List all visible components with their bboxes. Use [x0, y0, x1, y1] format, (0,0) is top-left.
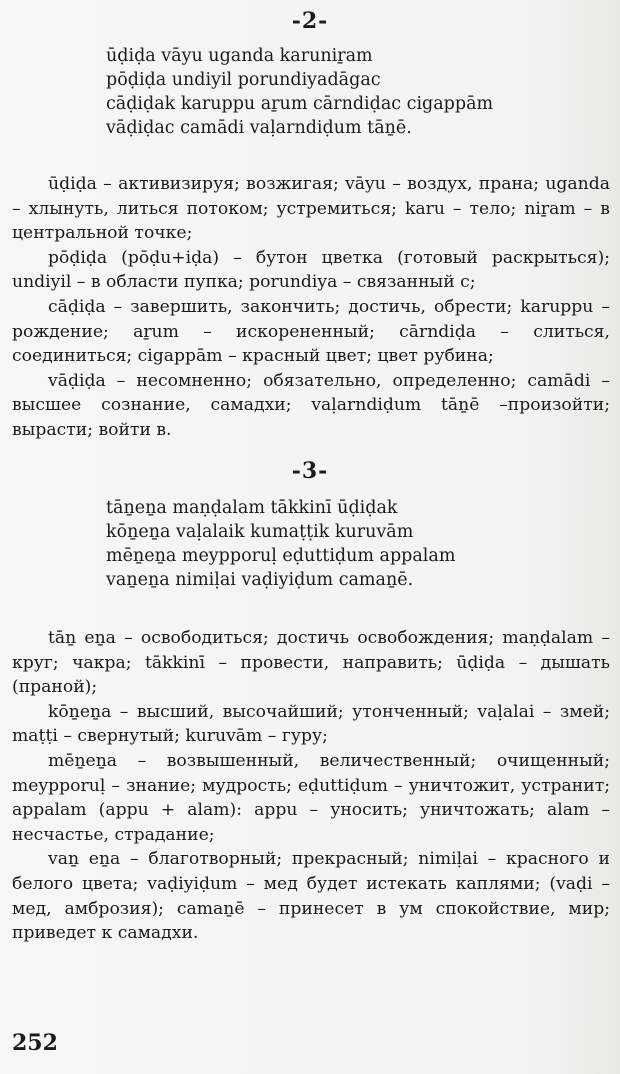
verse-line: kōṉeṉa vaḷalaik kumaṭṭik kuruvām [106, 522, 414, 542]
verse-line: tāṉeṉa maṇḍalam tākkinī ūḍiḍak [106, 498, 398, 518]
verse-block [106, 496, 455, 592]
gloss-paragraph: pōḍiḍa (pōḍu+iḍa) – бутон цветка (готовый раскрыться); undiyil – в области пупка; porundiya – связанный с; [12, 247, 610, 293]
verse-line: ūḍiḍa vāyu uganda karuniṟam [106, 46, 373, 66]
verse-line: pōḍiḍa undiyil porundiyadāgac [106, 70, 381, 90]
page-number: 252 [12, 1030, 58, 1056]
verse-line: mēṉeṉa meypporuḷ eḍuttiḍum appalam [106, 546, 456, 566]
gloss-paragraph: vaṉ eṉa – благотворный; прекрасный; nimiḷai – красного и белого цвета; vaḍiyiḍum – мед будет истекать каплями; (vaḍi – мед, амброзия); camaṉē – принесет в ум спокойствие, мир; приведет к самадхи. [12, 849, 610, 944]
section-number: -3- [291, 458, 329, 484]
gloss-paragraph: kōṉeṉa – высший, высочайший; утонченный; vaḷalai – змей; maṭṭi – свернутый; kuruvām – гуру; [12, 701, 610, 747]
gloss-paragraph: mēṉeṉa – возвышенный, величественный; очищенный; meypporuḷ – знание; мудрость; eḍuttiḍum – уничтожит, устранит; appalam (appu + alam): appu – уносить; уничтожать; alam – несчастье, страдание; [12, 750, 610, 845]
gloss-block [12, 172, 610, 443]
verse-line: cāḍiḍak karuppu aṟum cārndiḍac cigappām [106, 94, 494, 114]
verse-line: vaṉeṉa nimiḷai vaḍiyiḍum camaṉē. [106, 570, 414, 590]
gloss-paragraph: cāḍiḍa – завершить, закончить; достичь, обрести; karuppu – рождение; aṟum – искорененный; cārndiḍa – слиться, соединиться; cigappām – красный цвет; цвет рубина; [12, 296, 610, 367]
section-number: -2- [291, 8, 329, 34]
verse-block [106, 44, 493, 140]
gloss-paragraph: ūḍiḍa – активизируя; возжигая; vāyu – воздух, прана; uganda – хлынуть, литься потоком; устремиться; karu – тело; niṟam – в центральной точке; [12, 174, 610, 244]
verse-line: vāḍiḍac camādi vaḷarndiḍum tāṉē. [106, 118, 412, 138]
gloss-paragraph: tāṉ eṉa – освободиться; достичь освобождения; maṇḍalam – круг; чакра; tākkinī – провести, направить; ūḍiḍa – дышать (праной); [12, 628, 610, 698]
gloss-block [12, 626, 610, 946]
gloss-paragraph: vāḍiḍa – несомненно; обязательно, определенно; camādi – высшее сознание, самадхи; vaḷarndiḍum tāṉē –произойти; вырасти; войти в. [12, 370, 610, 440]
